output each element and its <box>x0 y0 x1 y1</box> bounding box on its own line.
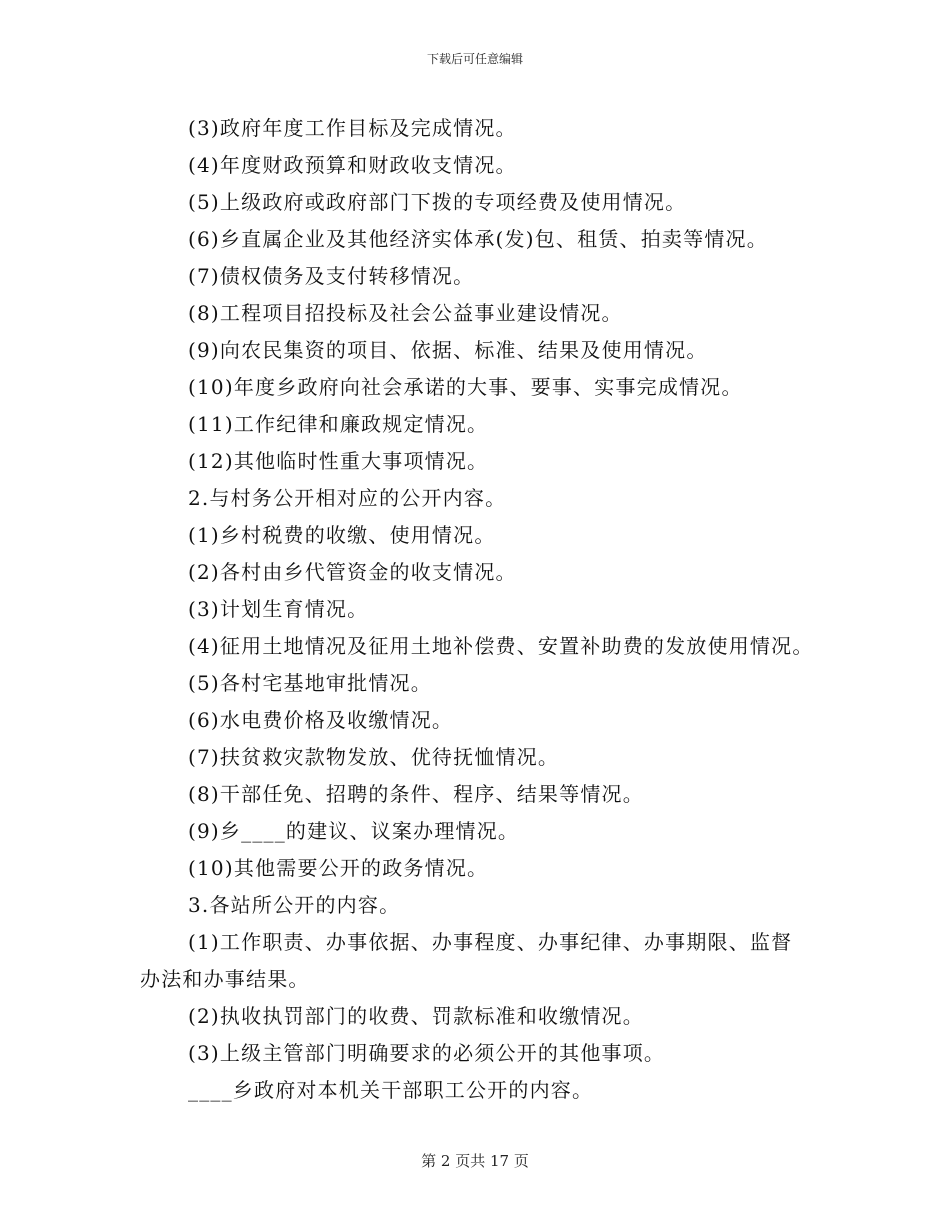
paragraph-line: (12)其他临时性重大事项情况。 <box>188 449 489 473</box>
page-footer: 第 2 页共 17 页 <box>421 1152 529 1170</box>
paragraph-line: (10)其他需要公开的政务情况。 <box>188 856 489 880</box>
paragraph-line: (3)上级主管部门明确要求的必须公开的其他事项。 <box>188 1041 666 1065</box>
paragraph-line: (1)乡村税费的收缴、使用情况。 <box>188 523 496 547</box>
paragraph-line: (9)乡____的建议、议案办理情况。 <box>188 819 520 843</box>
paragraph-line: ____乡政府对本机关干部职工公开的内容。 <box>188 1078 594 1102</box>
paragraph-line: (2)执收执罚部门的收费、罚款标准和收缴情况。 <box>188 1004 644 1028</box>
paragraph-line: (6)乡直属企业及其他经济实体承(发)包、租赁、拍卖等情况。 <box>188 227 768 251</box>
paragraph-line: (7)债权债务及支付转移情况。 <box>188 264 475 288</box>
paragraph-line: (6)水电费价格及收缴情况。 <box>188 708 454 732</box>
paragraph-line: (2)各村由乡代管资金的收支情况。 <box>188 560 517 584</box>
section-heading: 2.与村务公开相对应的公开内容。 <box>188 486 507 510</box>
page-header: 下载后可任意编辑 <box>426 52 523 66</box>
paragraph-line: 办法和办事结果。 <box>140 967 310 991</box>
paragraph-line: (3)计划生育情况。 <box>188 597 369 621</box>
paragraph-line: (10)年度乡政府向社会承诺的大事、要事、实事完成情况。 <box>188 375 743 399</box>
section-heading: 3.各站所公开的内容。 <box>188 893 401 917</box>
paragraph-line: (3)政府年度工作目标及完成情况。 <box>188 116 517 140</box>
paragraph-line: (5)各村宅基地审批情况。 <box>188 671 432 695</box>
paragraph-line: (4)年度财政预算和财政收支情况。 <box>188 153 517 177</box>
paragraph-line: (5)上级政府或政府部门下拨的专项经费及使用情况。 <box>188 190 687 214</box>
paragraph-line: (4)征用土地情况及征用土地补偿费、安置补助费的发放使用情况。 <box>188 634 814 658</box>
paragraph-line: (7)扶贫救灾款物发放、优待抚恤情况。 <box>188 745 560 769</box>
paragraph-line: (8)工程项目招投标及社会公益事业建设情况。 <box>188 301 623 325</box>
document-body <box>140 110 830 1109</box>
paragraph-line: (1)工作职责、办事依据、办事程度、办事纪律、办事期限、监督 <box>188 930 793 954</box>
paragraph-line: (8)干部任免、招聘的条件、程序、结果等情况。 <box>188 782 644 806</box>
paragraph-line: (9)向农民集资的项目、依据、标准、结果及使用情况。 <box>188 338 708 362</box>
paragraph-line: (11)工作纪律和廉政规定情况。 <box>188 412 489 436</box>
